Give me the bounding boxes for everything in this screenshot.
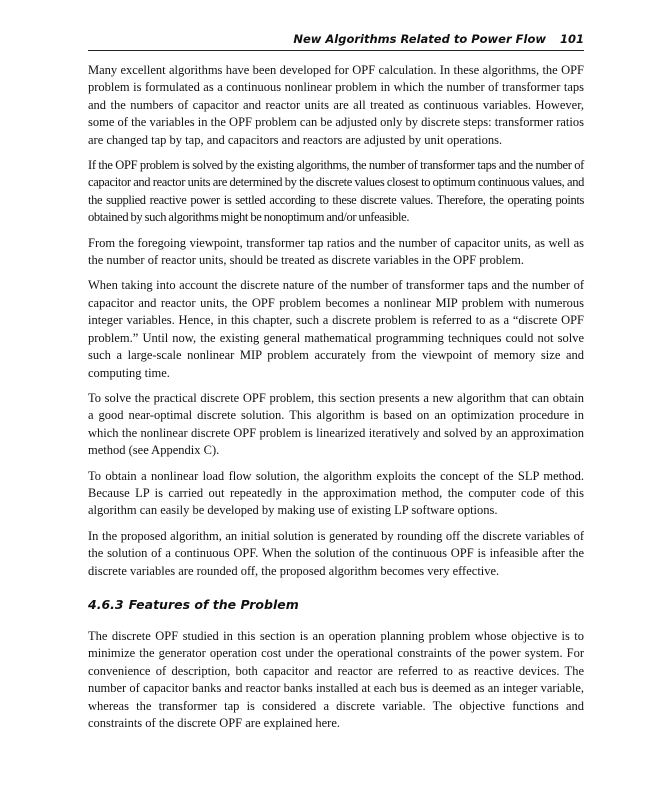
paragraph-7: In the proposed algorithm, an initial solution is generated by rounding off the discrete variables of the solution of a continuous OPF. When the solution of the continuous OPF is infeasible after the discrete variables are rounded off, the proposed algorithm becomes very effective. [88,528,584,578]
paragraph-2: If the OPF problem is solved by the existing algorithms, the number of transformer taps and the number of capacitor and reactor units are determined by the discrete values closest to optimum continuous values, and the supplied reactive power is settled according to these discrete values. Therefore, the operating points obtained by such algorithms might be nonoptimum and/or unfeasible. [88,158,584,225]
paragraph-5: To solve the practical discrete OPF problem, this section presents a new algorithm that can obtain a good near-optimal discrete solution. This algorithm is based on an optimization procedure in which the nonlinear discrete OPF problem is linearized iteratively and solved by an approximation method (see Appendix C). [88,390,584,458]
section-number: 4.6.3 [88,596,124,612]
page-number: 101 [559,32,584,46]
page-body [88,62,584,740]
section-heading [88,596,584,614]
paragraph-6: To obtain a nonlinear load flow solution, the algorithm exploits the concept of the SLP method. Because LP is carried out repeatedly in the approximation method, the computer code of this algorithm can easily be developed by making use of existing LP software options. [88,468,584,518]
running-header [88,30,584,51]
running-title: New Algorithms Related to Power Flow [293,32,546,46]
section-paragraph-1: The discrete OPF studied in this section is an operation planning problem whose objective is to minimize the generator operation cost under the operational constraints of the power system. For convenience of description, both capacitor and reactor are referred to as reactive devices. The number of capacitor banks and reactor banks installed at each bus is deemed as an integer variable, whereas the transformer tap is considered a discrete variable. The objective functions and constraints of the discrete OPF are explained here. [88,628,584,730]
paragraph-4: When taking into account the discrete nature of the number of transformer taps and the number of capacitor and reactor units, the OPF problem becomes a nonlinear MIP problem with numerous integer variables. Hence, in this chapter, such a discrete problem is referred to as a “discrete OPF problem.” Until now, the existing general mathematical programming techniques could not solve such a large-scale nonlinear MIP problem accurately from the viewpoint of memory size and computing time. [88,278,584,380]
section-title: Features of the Problem [128,596,299,612]
paragraph-3: From the foregoing viewpoint, transformer tap ratios and the number of capacitor units, as well as the number of reactor units, should be treated as discrete variables in the OPF problem. [88,235,584,268]
paragraph-1: Many excellent algorithms have been developed for OPF calculation. In these algorithms, the OPF problem is formulated as a continuous nonlinear problem in which the number of transformer taps and the numbers of capacitor and reactor units are all treated as continuous variables. However, some of the variables in the OPF problem can be adjusted only by discrete steps: transformer ratios are changed tap by tap, and capacitors and reactors are adjusted by unit operations. [88,63,584,147]
